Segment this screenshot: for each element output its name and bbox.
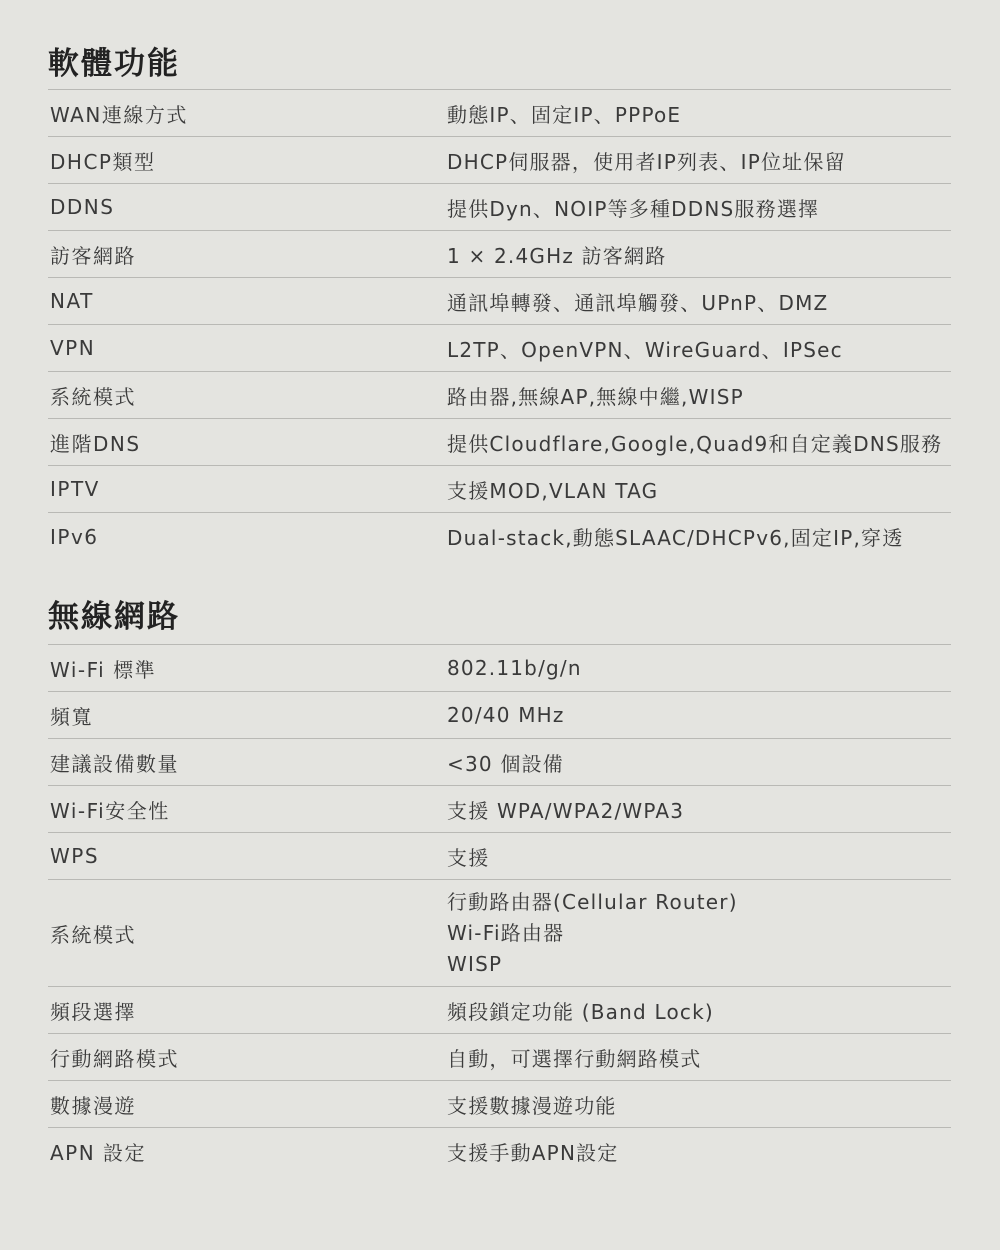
row-label: NAT: [50, 289, 94, 313]
row-value: 20/40 MHz: [447, 703, 565, 727]
table-row: [48, 184, 951, 231]
table-row: [48, 1034, 951, 1081]
row-value: 支援 WPA/WPA2/WPA3: [447, 798, 685, 823]
table-row: [48, 987, 951, 1034]
row-label: 數據漫遊: [50, 1093, 136, 1118]
row-value: 支援MOD,VLAN TAG: [447, 478, 659, 503]
wireless-section: [48, 597, 951, 1175]
section-title: 無線網路: [48, 599, 180, 635]
table-row: [48, 739, 951, 786]
software-section: [48, 44, 951, 560]
row-value: 支援手動APN設定: [447, 1141, 619, 1165]
row-label: Wi-Fi 標準: [50, 657, 157, 682]
table-row: [48, 1128, 951, 1175]
row-value-line: WISP: [447, 951, 503, 976]
table-row: [48, 278, 951, 325]
row-label: IPTV: [50, 477, 100, 501]
table-row: [48, 137, 951, 184]
row-value-list: [447, 887, 951, 980]
row-label: 頻段選擇: [50, 999, 136, 1024]
table-row: [48, 645, 951, 692]
row-value: L2TP、OpenVPN、WireGuard、IPSec: [447, 337, 843, 362]
row-label: DHCP類型: [50, 149, 156, 174]
row-label: DDNS: [50, 195, 115, 219]
section-title: 軟體功能: [48, 46, 180, 82]
row-label: VPN: [50, 336, 96, 360]
wireless-table: [48, 644, 951, 1175]
row-value: 路由器,無線AP,無線中繼,WISP: [447, 384, 744, 409]
table-row: [48, 90, 951, 137]
row-label: 建議設備數量: [50, 751, 179, 776]
row-value: 動態IP、固定IP、PPPoE: [447, 102, 682, 127]
table-row: [48, 325, 951, 372]
row-value: 通訊埠轉發、通訊埠觸發、UPnP、DMZ: [447, 290, 829, 315]
table-row: [48, 833, 951, 880]
row-value: 1 × 2.4GHz 訪客網路: [447, 243, 667, 268]
table-row: [48, 880, 951, 987]
table-row: [48, 466, 951, 513]
row-value: 802.11b/g/n: [447, 656, 582, 680]
row-label: APN 設定: [50, 1141, 147, 1165]
software-table: [48, 89, 951, 560]
row-label: 頻寬: [50, 704, 93, 729]
table-row: [48, 692, 951, 739]
row-value: 支援: [447, 845, 490, 870]
row-label: WPS: [50, 844, 100, 868]
table-row: [48, 231, 951, 278]
row-value: 提供Cloudflare,Google,Quad9和自定義DNS服務: [447, 431, 943, 456]
row-label: 進階DNS: [50, 431, 141, 456]
row-label: 系統模式: [50, 384, 136, 409]
row-value: <30 個設備: [447, 751, 564, 776]
row-value: Dual-stack,動態SLAAC/DHCPv6,固定IP,穿透: [447, 526, 904, 550]
row-label: 訪客網路: [50, 243, 136, 268]
row-value: 頻段鎖定功能 (Band Lock): [447, 999, 714, 1024]
row-value-line: Wi-Fi路由器: [447, 920, 565, 945]
table-row: [48, 372, 951, 419]
row-value: 支援數據漫遊功能: [447, 1093, 617, 1118]
row-label: IPv6: [50, 524, 99, 549]
row-label: Wi-Fi安全性: [50, 798, 170, 823]
row-value: 自動，可選擇行動網路模式: [447, 1046, 702, 1071]
row-label: 系統模式: [50, 922, 136, 947]
row-label: 行動網路模式: [50, 1046, 179, 1071]
table-row: [48, 513, 951, 560]
table-row: [48, 786, 951, 833]
row-value: 提供Dyn、NOIP等多種DDNS服務選擇: [447, 196, 820, 221]
row-label: WAN連線方式: [50, 102, 188, 127]
table-row: [48, 1081, 951, 1128]
row-value: DHCP伺服器，使用者IP列表、IP位址保留: [447, 149, 846, 174]
row-value-line: 行動路由器(Cellular Router): [447, 889, 738, 914]
table-row: [48, 419, 951, 466]
